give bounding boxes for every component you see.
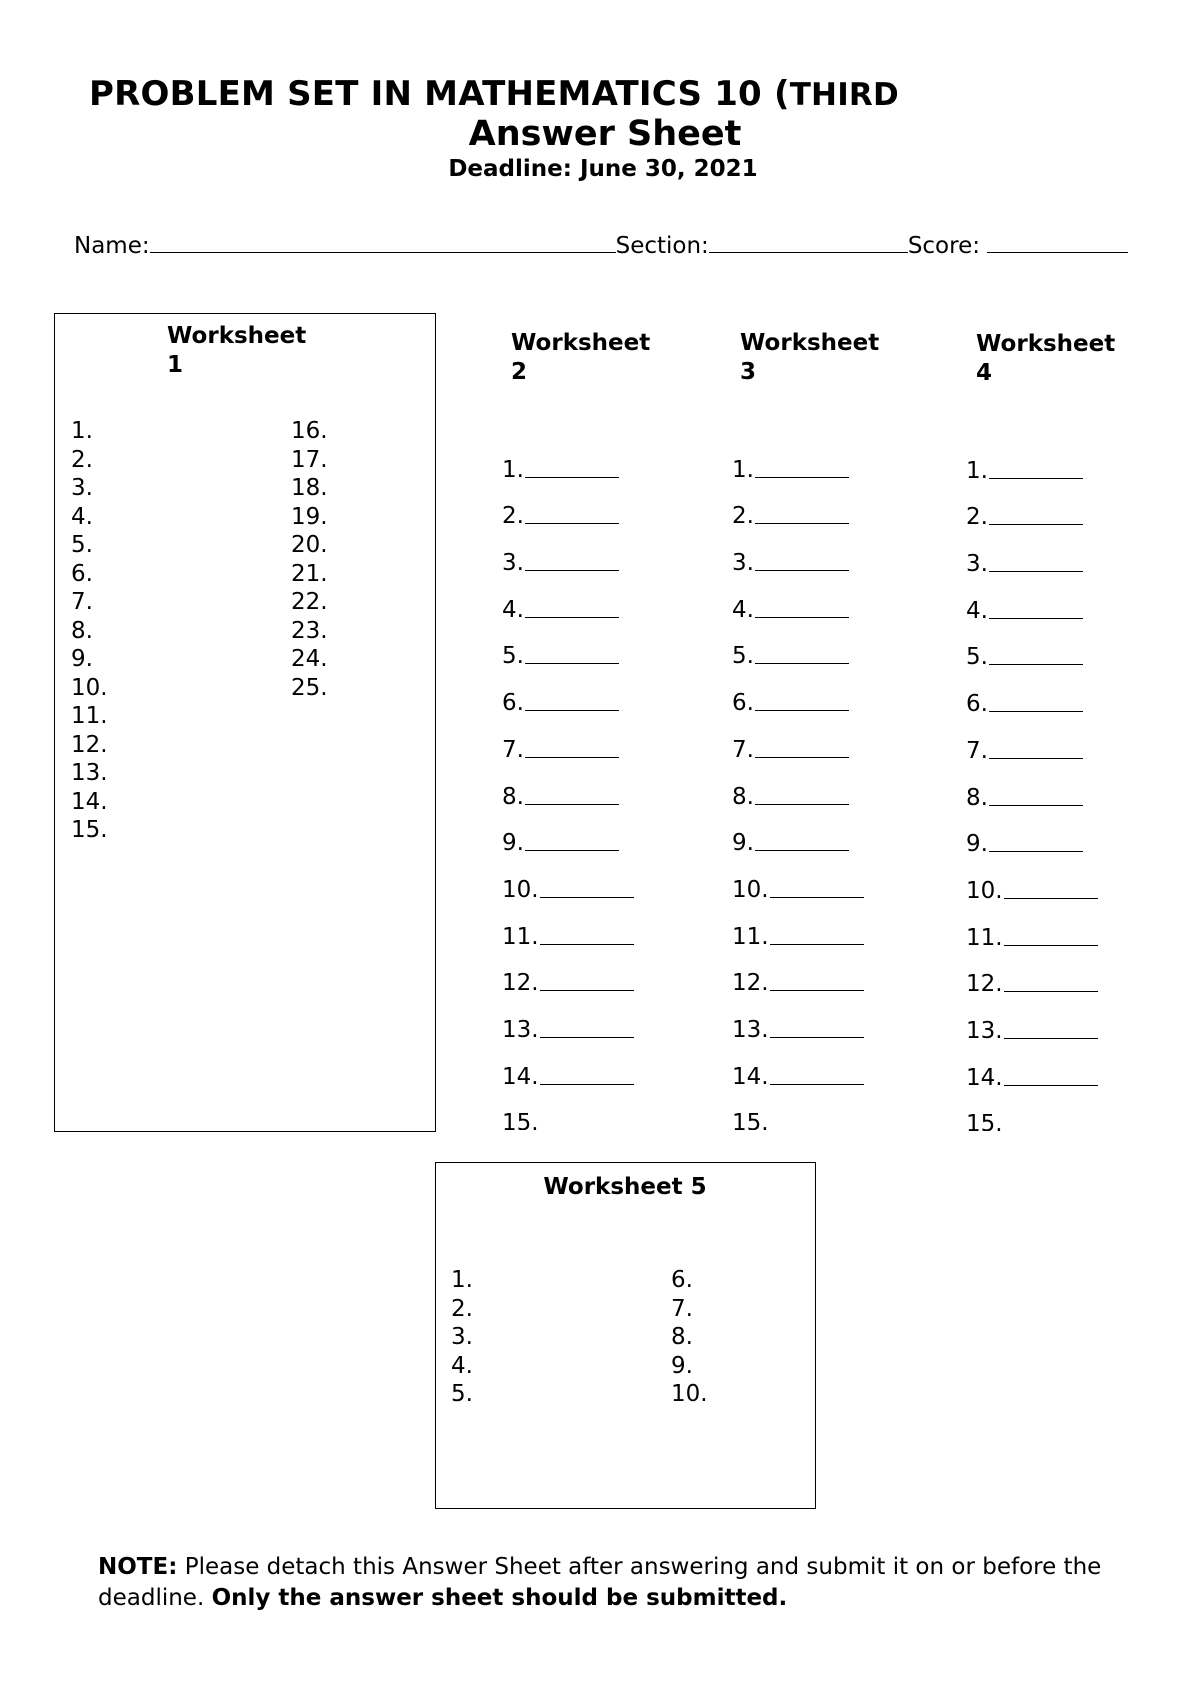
name-label: Name: bbox=[74, 233, 150, 259]
answer-number: 8. bbox=[732, 783, 754, 810]
answer-item bbox=[966, 950, 1166, 997]
answer-blank[interactable] bbox=[755, 804, 849, 805]
answer-item bbox=[966, 1090, 1166, 1131]
worksheet5-box bbox=[435, 1162, 816, 1509]
answer-number: 2. bbox=[732, 503, 754, 530]
student-info-row bbox=[74, 230, 1128, 259]
worksheet2-column bbox=[502, 435, 702, 1130]
answer-number: 13. bbox=[71, 760, 108, 786]
answer-number: 3. bbox=[732, 550, 754, 577]
answer-number: 20. bbox=[291, 532, 328, 558]
answer-blank[interactable] bbox=[989, 851, 1083, 852]
worksheet5-list-a bbox=[451, 1266, 473, 1409]
answer-blank[interactable] bbox=[1004, 945, 1098, 946]
answer-number: 9. bbox=[71, 646, 93, 672]
answer-item bbox=[502, 528, 702, 575]
answer-blank[interactable] bbox=[540, 897, 634, 898]
worksheet2-title: Worksheet 2 bbox=[511, 330, 651, 385]
answer-blank[interactable] bbox=[755, 757, 849, 758]
worksheet1-title: Worksheet 1 bbox=[167, 323, 307, 378]
answer-number: 9. bbox=[966, 831, 988, 858]
answer-number: 6. bbox=[502, 690, 524, 717]
answer-number: 6. bbox=[966, 691, 988, 718]
answer-number: 7. bbox=[732, 736, 754, 763]
page-subtitle: Answer Sheet bbox=[468, 114, 742, 154]
answer-number: 23. bbox=[291, 617, 328, 644]
answer-blank[interactable] bbox=[989, 711, 1083, 712]
answer-item bbox=[732, 528, 932, 575]
answer-number: 5. bbox=[732, 643, 754, 670]
answer-item bbox=[732, 715, 932, 762]
answer-item bbox=[502, 855, 702, 902]
answer-number: 17. bbox=[291, 446, 328, 473]
answer-number: 10. bbox=[671, 1381, 708, 1407]
answer-number: 8. bbox=[966, 784, 988, 811]
worksheet3-title: Worksheet 3 bbox=[740, 330, 880, 385]
answer-blank[interactable] bbox=[755, 570, 849, 571]
answer-blank[interactable] bbox=[755, 523, 849, 524]
answer-item bbox=[966, 669, 1166, 716]
answer-number: 3. bbox=[71, 475, 93, 501]
answer-number: 5. bbox=[71, 532, 93, 558]
answer-item bbox=[732, 902, 932, 949]
answer-number: 13. bbox=[502, 1016, 539, 1043]
answer-item bbox=[966, 716, 1166, 763]
answer-item bbox=[732, 482, 932, 529]
worksheet4-title: Worksheet 4 bbox=[976, 331, 1116, 386]
answer-blank[interactable] bbox=[1004, 1085, 1098, 1086]
answer-number: 19. bbox=[291, 503, 328, 530]
answer-item bbox=[966, 529, 1166, 576]
answer-number: 1. bbox=[966, 457, 988, 484]
answer-number: 15. bbox=[71, 817, 108, 843]
answer-item bbox=[732, 762, 932, 809]
answer-number: 7. bbox=[502, 736, 524, 763]
answer-blank[interactable] bbox=[525, 663, 619, 664]
answer-blank[interactable] bbox=[540, 1084, 634, 1085]
answer-number: 9. bbox=[732, 830, 754, 857]
answer-number: 24. bbox=[291, 646, 328, 672]
section-label: Section: bbox=[615, 233, 709, 259]
answer-blank[interactable] bbox=[755, 850, 849, 851]
answer-item bbox=[732, 1042, 932, 1089]
answer-item bbox=[732, 435, 932, 482]
answer-item bbox=[966, 483, 1166, 530]
answer-number: 15. bbox=[732, 1110, 769, 1130]
answer-number: 18. bbox=[291, 475, 328, 501]
worksheet4-column bbox=[966, 436, 1166, 1131]
title-main-text: PROBLEM SET IN MATHEMATICS 10 ( bbox=[89, 74, 790, 114]
answer-blank[interactable] bbox=[755, 477, 849, 478]
answer-blank[interactable] bbox=[1004, 898, 1098, 899]
answer-number: 12. bbox=[502, 970, 539, 997]
answer-blank[interactable] bbox=[1004, 991, 1098, 992]
answer-number: 16. bbox=[291, 418, 328, 444]
answer-blank[interactable] bbox=[1004, 1038, 1098, 1039]
answer-number: 6. bbox=[71, 560, 93, 587]
note-text: Please detach this Answer Sheet after answering and submit it on or before the deadline. bbox=[98, 1554, 1102, 1611]
answer-item bbox=[502, 622, 702, 669]
answer-blank[interactable] bbox=[770, 1084, 864, 1085]
answer-blank[interactable] bbox=[525, 850, 619, 851]
answer-item bbox=[966, 763, 1166, 810]
answer-number: 9. bbox=[502, 830, 524, 857]
answer-blank[interactable] bbox=[525, 804, 619, 805]
answer-blank[interactable] bbox=[525, 710, 619, 711]
answer-number: 12. bbox=[966, 971, 1003, 998]
worksheet3-column bbox=[732, 435, 932, 1130]
answer-blank[interactable] bbox=[525, 570, 619, 571]
answer-number: 7. bbox=[71, 589, 93, 615]
answer-item bbox=[732, 855, 932, 902]
answer-blank[interactable] bbox=[989, 805, 1083, 806]
answer-number: 8. bbox=[502, 783, 524, 810]
section-field[interactable] bbox=[709, 230, 908, 253]
answer-blank[interactable] bbox=[525, 477, 619, 478]
answer-number: 5. bbox=[451, 1381, 473, 1407]
answer-number: 6. bbox=[671, 1267, 693, 1293]
worksheet1-list-a bbox=[71, 417, 108, 845]
worksheet5-title: Worksheet 5 bbox=[543, 1174, 707, 1200]
answer-number: 10. bbox=[966, 877, 1003, 904]
answer-item bbox=[966, 623, 1166, 670]
answer-number: 1. bbox=[71, 418, 93, 444]
answer-number: 7. bbox=[966, 737, 988, 764]
title-third-text: THIRD bbox=[789, 77, 899, 113]
answer-number: 3. bbox=[451, 1324, 473, 1350]
answer-item bbox=[732, 1089, 932, 1130]
answer-number: 5. bbox=[966, 644, 988, 671]
answer-number: 12. bbox=[732, 970, 769, 997]
answer-number: 13. bbox=[966, 1017, 1003, 1044]
answer-item bbox=[732, 949, 932, 996]
answer-number: 2. bbox=[502, 503, 524, 530]
answer-blank[interactable] bbox=[540, 1037, 634, 1038]
answer-number: 3. bbox=[966, 551, 988, 578]
answer-number: 10. bbox=[71, 674, 108, 701]
answer-item bbox=[732, 668, 932, 715]
answer-number: 14. bbox=[966, 1064, 1003, 1091]
answer-blank[interactable] bbox=[755, 663, 849, 664]
answer-number: 1. bbox=[732, 456, 754, 483]
answer-number: 9. bbox=[671, 1352, 693, 1379]
answer-item bbox=[502, 668, 702, 715]
answer-blank[interactable] bbox=[989, 571, 1083, 572]
answer-blank[interactable] bbox=[770, 1037, 864, 1038]
answer-item bbox=[966, 576, 1166, 623]
answer-item bbox=[502, 762, 702, 809]
answer-blank[interactable] bbox=[770, 990, 864, 991]
answer-number: 4. bbox=[71, 503, 93, 530]
answer-number: 7. bbox=[671, 1295, 693, 1322]
answer-item bbox=[966, 856, 1166, 903]
name-field[interactable] bbox=[150, 230, 616, 253]
answer-number: 1. bbox=[451, 1267, 473, 1293]
answer-number: 8. bbox=[71, 617, 93, 644]
answer-number: 4. bbox=[966, 597, 988, 624]
answer-item bbox=[502, 995, 702, 1042]
answer-blank[interactable] bbox=[989, 758, 1083, 759]
answer-blank[interactable] bbox=[755, 617, 849, 618]
answer-item bbox=[502, 482, 702, 529]
answer-number: 13. bbox=[732, 1016, 769, 1043]
answer-blank[interactable] bbox=[770, 944, 864, 945]
answer-number: 11. bbox=[502, 923, 539, 950]
answer-blank[interactable] bbox=[989, 524, 1083, 525]
answer-number: 11. bbox=[732, 923, 769, 950]
answer-item bbox=[732, 809, 932, 856]
answer-blank[interactable] bbox=[525, 523, 619, 524]
answer-number: 6. bbox=[732, 690, 754, 717]
answer-blank[interactable] bbox=[540, 990, 634, 991]
answer-number: 10. bbox=[502, 876, 539, 903]
score-label: Score: bbox=[907, 233, 988, 259]
answer-item bbox=[502, 1042, 702, 1089]
note-label: NOTE: bbox=[98, 1554, 178, 1580]
answer-item bbox=[966, 1043, 1166, 1090]
answer-blank[interactable] bbox=[755, 710, 849, 711]
answer-number: 12. bbox=[71, 731, 108, 758]
answer-number: 1. bbox=[502, 456, 524, 483]
answer-blank[interactable] bbox=[525, 757, 619, 758]
answer-item bbox=[502, 435, 702, 482]
answer-item bbox=[732, 995, 932, 1042]
answer-number: 11. bbox=[71, 703, 108, 729]
worksheet1-list-b bbox=[291, 417, 328, 702]
answer-number: 2. bbox=[966, 504, 988, 531]
answer-number: 2. bbox=[451, 1295, 473, 1322]
answer-number: 4. bbox=[451, 1352, 473, 1379]
answer-blank[interactable] bbox=[989, 478, 1083, 479]
answer-blank[interactable] bbox=[989, 664, 1083, 665]
answer-number: 14. bbox=[71, 788, 108, 815]
answer-number: 11. bbox=[966, 924, 1003, 951]
answer-item bbox=[502, 575, 702, 622]
answer-number: 8. bbox=[671, 1324, 693, 1350]
answer-blank[interactable] bbox=[540, 944, 634, 945]
page-title bbox=[89, 74, 899, 114]
answer-blank[interactable] bbox=[770, 897, 864, 898]
submission-note bbox=[98, 1552, 1128, 1614]
answer-item bbox=[966, 810, 1166, 857]
answer-item bbox=[732, 575, 932, 622]
deadline-text: Deadline: June 30, 2021 bbox=[448, 156, 758, 182]
answer-number: 4. bbox=[732, 596, 754, 623]
answer-number: 14. bbox=[502, 1063, 539, 1090]
answer-number: 25. bbox=[291, 674, 328, 701]
answer-number: 22. bbox=[291, 589, 328, 615]
answer-item bbox=[502, 949, 702, 996]
answer-item bbox=[732, 622, 932, 669]
answer-number: 15. bbox=[966, 1111, 1003, 1131]
answer-number: 2. bbox=[71, 446, 93, 473]
answer-item bbox=[966, 436, 1166, 483]
answer-item bbox=[502, 902, 702, 949]
worksheet1-box bbox=[54, 313, 436, 1132]
answer-number: 21. bbox=[291, 560, 328, 587]
answer-blank[interactable] bbox=[989, 618, 1083, 619]
note-emphasis: Only the answer sheet should be submitted. bbox=[211, 1585, 788, 1611]
answer-item bbox=[966, 996, 1166, 1043]
answer-number: 4. bbox=[502, 596, 524, 623]
score-field[interactable] bbox=[987, 230, 1128, 253]
answer-blank[interactable] bbox=[525, 617, 619, 618]
answer-number: 15. bbox=[502, 1110, 539, 1130]
worksheet5-list-b bbox=[671, 1266, 708, 1409]
answer-item bbox=[502, 809, 702, 856]
answer-number: 5. bbox=[502, 643, 524, 670]
answer-item bbox=[966, 903, 1166, 950]
answer-number: 3. bbox=[502, 550, 524, 577]
answer-item bbox=[502, 1089, 702, 1130]
answer-number: 10. bbox=[732, 876, 769, 903]
answer-item bbox=[502, 715, 702, 762]
answer-number: 14. bbox=[732, 1063, 769, 1090]
